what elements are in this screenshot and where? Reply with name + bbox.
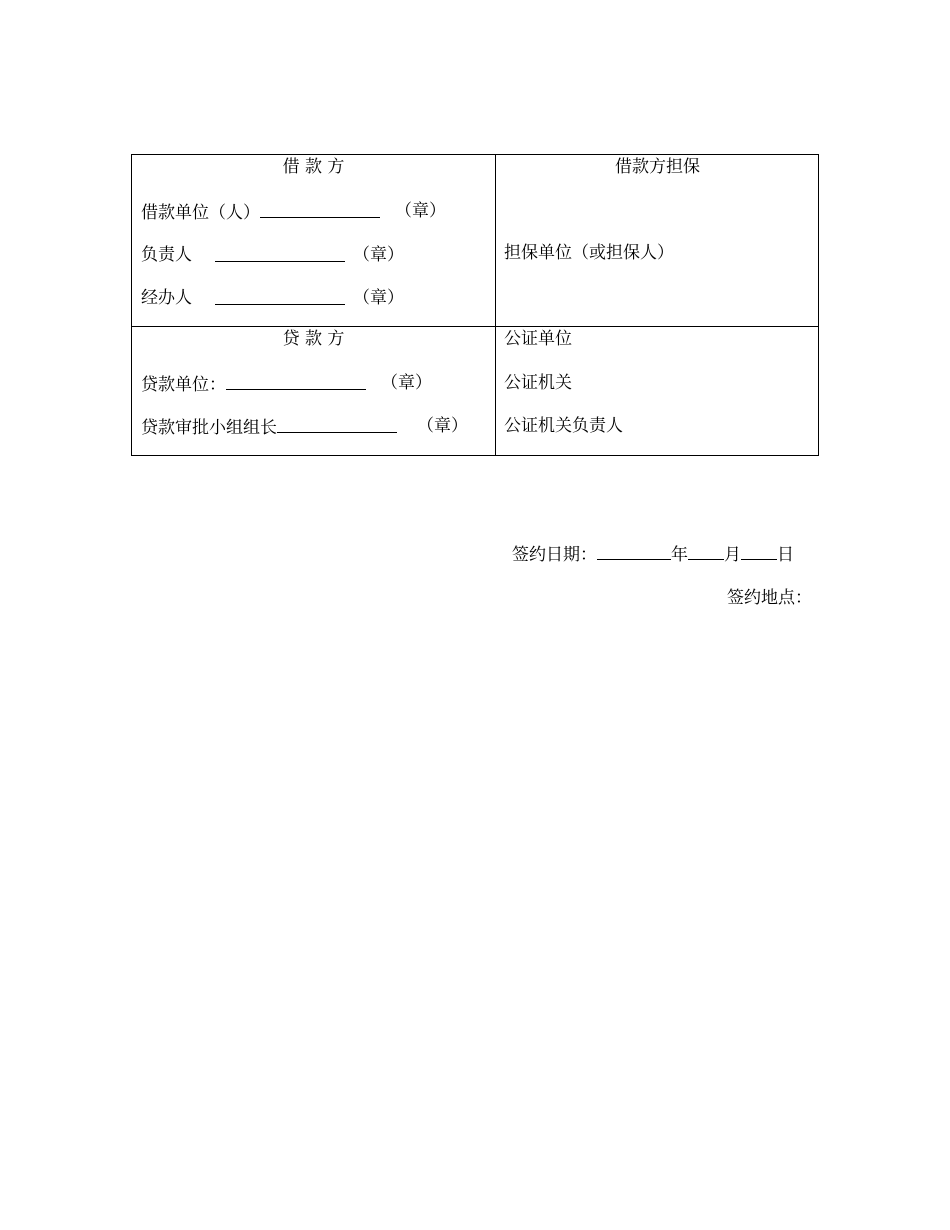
signing-year-blank[interactable]	[597, 543, 671, 560]
lender-unit-row	[141, 373, 366, 395]
notary-head-label: 公证机关负责人	[504, 416, 623, 436]
signing-day-label: 日	[777, 545, 794, 565]
lender-leader-row	[141, 416, 397, 438]
table-divider-vertical	[495, 155, 496, 455]
borrower-responsible-row	[215, 245, 345, 267]
signing-day-blank[interactable]	[741, 543, 777, 560]
borrower-handler-blank[interactable]	[215, 288, 345, 305]
lender-leader-seal: （章）	[417, 416, 468, 436]
signing-place-label: 签约地点：	[727, 588, 812, 608]
notary-office-label: 公证机关	[504, 373, 572, 393]
signing-year-label: 年	[671, 545, 688, 565]
lender-leader-label: 贷款审批小组组长	[141, 418, 277, 438]
borrower-responsible-seal: （章）	[353, 245, 404, 265]
borrower-unit-blank[interactable]	[260, 201, 380, 218]
lender-unit-label: 贷款单位：	[141, 375, 226, 395]
borrower-handler-label: 经办人	[141, 288, 192, 308]
borrower-handler-row	[215, 288, 345, 310]
lender-unit-seal: （章）	[381, 373, 432, 393]
borrower-responsible-blank[interactable]	[215, 245, 345, 262]
signature-table	[131, 154, 819, 456]
lender-heading: 贷 款 方	[282, 329, 345, 349]
borrower-heading: 借 款 方	[282, 157, 345, 177]
signing-month-label: 月	[724, 545, 741, 565]
guarantee-unit-label: 担保单位（或担保人）	[504, 243, 674, 263]
guarantee-heading: 借款方担保	[615, 157, 700, 177]
borrower-unit-seal: （章）	[395, 201, 446, 221]
borrower-responsible-label: 负责人	[141, 245, 192, 265]
signing-date-row	[512, 543, 794, 565]
signing-month-blank[interactable]	[688, 543, 724, 560]
lender-leader-blank[interactable]	[277, 416, 397, 433]
table-divider-horizontal	[132, 326, 818, 327]
borrower-unit-label: 借款单位（人）	[141, 203, 260, 223]
signing-date-label: 签约日期：	[512, 545, 597, 565]
lender-unit-blank[interactable]	[226, 373, 366, 390]
borrower-unit-row	[141, 201, 380, 223]
notary-unit-label: 公证单位	[504, 329, 572, 349]
borrower-handler-seal: （章）	[353, 288, 404, 308]
